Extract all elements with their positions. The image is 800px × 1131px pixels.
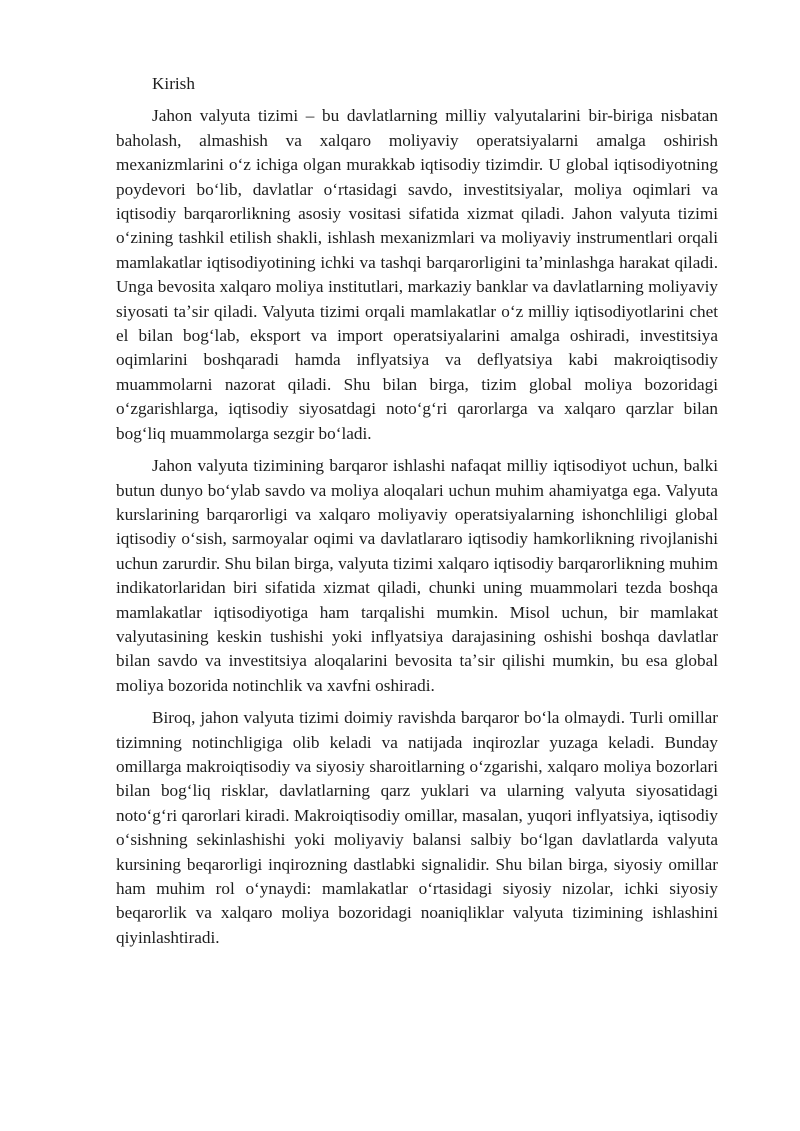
paragraph-3: Biroq, jahon valyuta tizimi doimiy ravishda barqaror boʻla olmaydi. Turli omillar tizimning notinchligiga olib keladi va natijada inqirozlar yuzaga keladi. Bunday omillarga makroiqtisodiy va siyosiy sharoitlarning oʻzgarishi, xalqaro moliya bozorlari bilan bogʻliq risklar, davlatlarning qarz yuklari va ularning valyuta siyosatidagi notoʻgʻri qarorlari kiradi. Makroiqtisodiy omillar, masalan, yuqori inflyatsiya, iqtisodiy oʻsishning sekinlashishi yoki moliyaviy balansi salbiy boʻlgan davlatlarda valyuta kursining beqarorligi inqirozning dastlabki signalidir. Shu bilan birga, siyosiy omillar ham muhim rol oʻynaydi: mamlakatlar oʻrtasidagi siyosiy nizolar, ichki siyosiy beqarorlik va xalqaro moliya bozoridagi noaniqliklar valyuta tizimining ishlashini qiyinlashtiradi.	[116, 708, 718, 947]
paragraph-1: Jahon valyuta tizimi – bu davlatlarning milliy valyutalarini bir-biriga nisbatan baholash, almashish va xalqaro moliyaviy operatsiyalarni amalga oshirish mexanizmlarini oʻz ichiga olgan murakkab iqtisodiy tizimdir. U global iqtisodiyotning poydevori boʻlib, davlatlar oʻrtasidagi savdo, investitsiyalar, moliya oqimlari va iqtisodiy barqarorlikning asosiy vositasi sifatida xizmat qiladi. Jahon valyuta tizimi oʻzining tashkil etilish shakli, ishlash mexanizmlari va moliyaviy instrumentlari orqali mamlakatlar iqtisodiyotining ichki va tashqi barqarorligini taʼminlashga harakat qiladi. Unga bevosita xalqaro moliya institutlari, markaziy banklar va davlatlarning moliyaviy siyosati taʼsir qiladi. Valyuta tizimi orqali mamlakatlar oʻz milliy iqtisodiyotlarini chet el bilan bogʻlab, eksport va import operatsiyalarini amalga oshiradi, investitsiya oqimlarini boshqaradi hamda inflyatsiya va deflyatsiya kabi makroiqtisodiy muammolarni nazorat qiladi. Shu bilan birga, tizim global moliya bozoridagi oʻzgarishlarga, iqtisodiy siyosatdagi notoʻgʻri qarorlarga va xalqaro qarzlar bilan bogʻliq muammolarga sezgir boʻladi.	[116, 106, 718, 443]
paragraph-2: Jahon valyuta tizimining barqaror ishlashi nafaqat milliy iqtisodiyot uchun, balki butun dunyo boʻylab savdo va moliya aloqalari uchun muhim ahamiyatga ega. Valyuta kurslarining barqarorligi va xalqaro moliyaviy operatsiyalarning ishonchliligi global iqtisodiy oʻsish, sarmoyalar oqimi va davlatlararo iqtisodiy hamkorlikning rivojlanishi uchun zarurdir. Shu bilan birga, valyuta tizimi xalqaro iqtisodiy barqarorlikning muhim indikatorlaridan biri sifatida xizmat qiladi, chunki uning muammolari tezda boshqa mamlakatlar iqtisodiyotiga ham tarqalishi mumkin. Misol uchun, bir mamlakat valyutasining keskin tushishi yoki inflyatsiya darajasining oshishi boshqa davlatlar bilan savdo va investitsiya aloqalarini bevosita taʼsir qilishi mumkin, bu esa global moliya bozorida notinchlik va xavfni oshiradi.	[116, 456, 718, 695]
section-heading: Kirish	[152, 74, 195, 93]
